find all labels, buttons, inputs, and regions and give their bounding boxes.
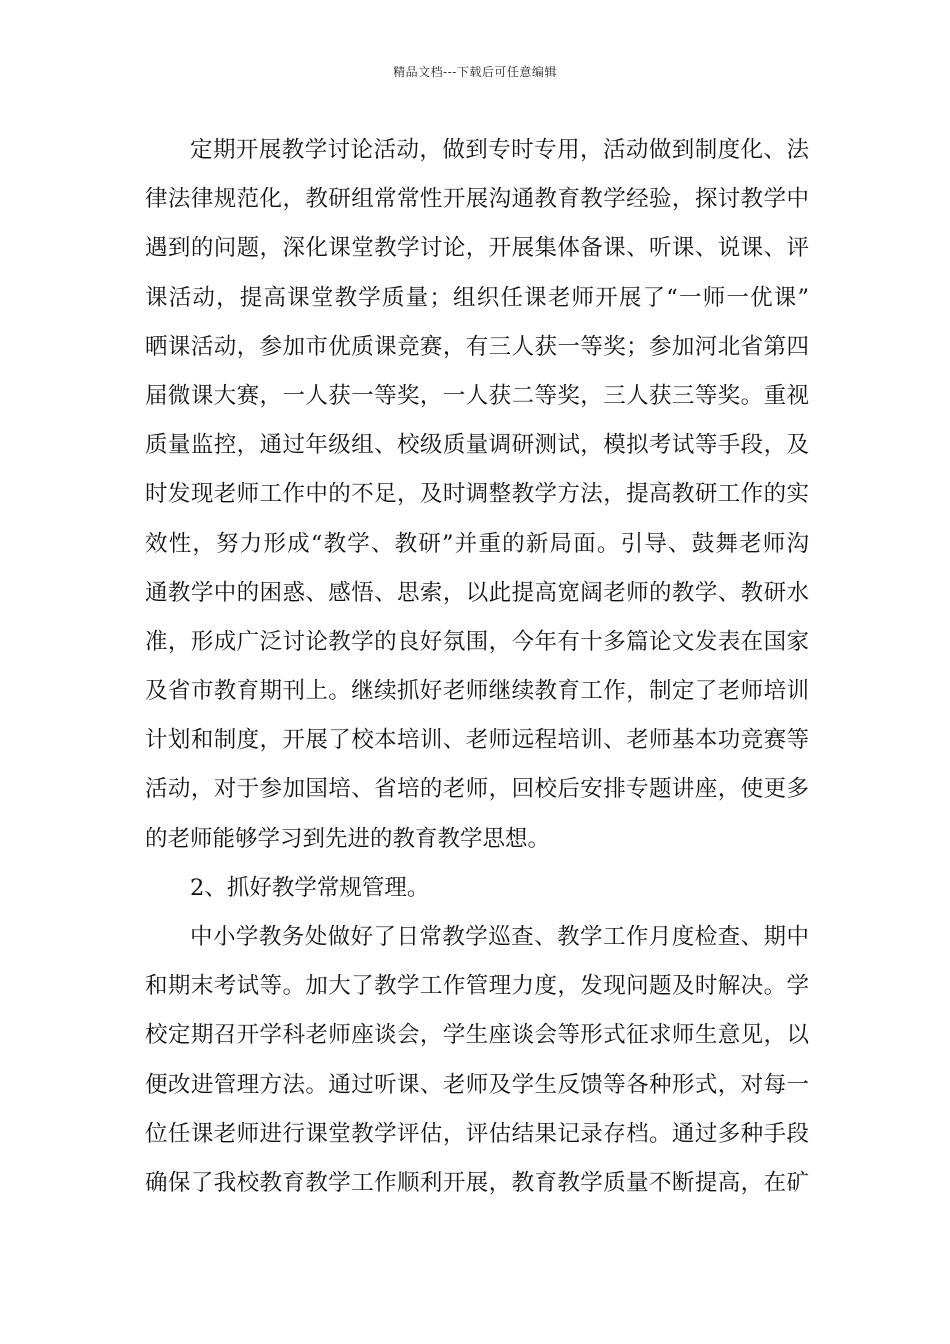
text-line: 定期开展教学讨论活动，做到专时专用，活动做到制度化、法 [190, 137, 809, 163]
section-heading: 2、抓好教学常规管理。 [190, 874, 430, 901]
text-line: 便改进管理方法。通过听课、老师及学生反馈等各种形式，对每一 [145, 1071, 809, 1098]
text-line: 计划和制度，开展了校本培训、老师远程培训、老师基本功竞赛等 [145, 727, 809, 754]
text-line: 位任课老师进行课堂教学评估，评估结果记录存档。通过多种手段 [145, 1120, 809, 1147]
text-line: 的老师能够学习到先进的教育教学思想。 [145, 825, 551, 852]
text-line: 届微课大赛，一人获一等奖，一人获二等奖，三人获三等奖。重视 [145, 382, 809, 409]
text-line: 时发现老师工作中的不足，及时调整教学方法，提高教研工作的实 [145, 481, 809, 508]
text-line: 课活动，提高课堂教学质量；组织任课老师开展了“一师一优课” [145, 284, 809, 311]
text-line: 校定期召开学科老师座谈会，学生座谈会等形式征求师生意见，以 [145, 1022, 809, 1049]
text-line: 确保了我校教育教学工作顺利开展，教育教学质量不断提高，在矿 [145, 1169, 809, 1196]
text-line: 活动，对于参加国培、省培的老师，回校后安排专题讲座，使更多 [145, 776, 809, 803]
text-line: 和期末考试等。加大了教学工作管理力度，发现问题及时解决。学 [145, 973, 809, 1000]
text-line: 中小学教务处做好了日常教学巡查、教学工作月度检查、期中 [190, 924, 809, 950]
text-line: 晒课活动，参加市优质课竞赛，有三人获一等奖；参加河北省第四 [145, 333, 809, 360]
body-text [145, 126, 809, 1208]
text-line: 效性，努力形成“教学、教研”并重的新局面。引导、鼓舞老师沟 [145, 530, 809, 557]
text-line: 通教学中的困惑、感悟、思索，以此提高宽阔老师的教学、教研水 [145, 579, 809, 606]
text-line: 准，形成广泛讨论教学的良好氛围，今年有十多篇论文发表在国家 [145, 628, 809, 655]
text-line: 遇到的问题，深化课堂教学讨论，开展集体备课、听课、说课、评 [145, 235, 809, 262]
text-line: 质量监控，通过年级组、校级质量调研测试，模拟考试等手段，及 [145, 432, 809, 459]
text-line: 及省市教育期刊上。继续抓好老师继续教育工作，制定了老师培训 [145, 678, 809, 705]
text-line: 律法律规范化，教研组常常性开展沟通教育教学经验，探讨教学中 [145, 186, 809, 213]
page-header: 精品文档---下载后可任意编辑 [393, 65, 557, 79]
